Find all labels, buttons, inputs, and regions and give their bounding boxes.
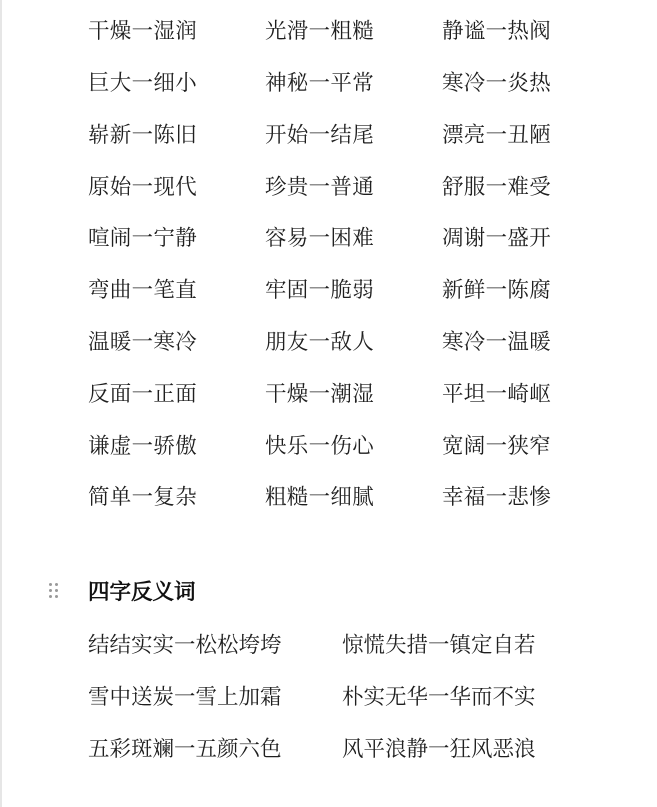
antonym-pair: 干燥一湿润 — [88, 19, 198, 45]
antonym-pair: 反面一正面 — [88, 381, 198, 407]
antonym-pair: 幸福一悲惨 — [442, 485, 552, 511]
antonym-row — [88, 620, 608, 672]
antonym-pair: 漂亮一丑陋 — [442, 122, 552, 148]
antonym-pair: 容易一困难 — [265, 226, 375, 252]
antonym-row — [88, 6, 628, 58]
antonym-row — [88, 369, 628, 421]
antonym-pair: 温暖一寒冷 — [88, 329, 198, 355]
page-left-border — [0, 0, 2, 807]
antonym-pair: 珍贵一普通 — [265, 174, 375, 200]
antonym-pair: 神秘一平常 — [265, 70, 375, 96]
antonym-pair: 光滑一粗糙 — [265, 19, 375, 45]
antonym-pair: 舒服一难受 — [442, 174, 552, 200]
antonym-row — [88, 724, 608, 776]
section-heading: 四字反义词 — [88, 580, 196, 605]
antonym-pair: 风平浪静一狂风恶浪 — [342, 736, 536, 762]
antonym-pair: 崭新一陈旧 — [88, 122, 198, 148]
antonym-pair: 朴实无华一华而不实 — [342, 684, 536, 710]
antonym-pair: 简单一复杂 — [88, 485, 198, 511]
antonym-pair: 开始一结尾 — [265, 122, 375, 148]
antonym-pair: 谦虚一骄傲 — [88, 433, 198, 459]
antonym-pair: 巨大一细小 — [88, 70, 198, 96]
drag-handle-icon[interactable] — [49, 583, 61, 601]
antonym-pair: 快乐一伤心 — [265, 433, 375, 459]
antonym-pair: 宽阔一狭窄 — [442, 433, 552, 459]
antonym-pair: 五彩斑斓一五颜六色 — [88, 736, 282, 762]
antonym-pair: 凋谢一盛开 — [442, 226, 552, 252]
antonym-row — [88, 472, 628, 524]
antonym-pair: 寒冷一温暖 — [442, 329, 552, 355]
antonym-pair: 弯曲一笔直 — [88, 278, 198, 304]
antonym-pair: 惊慌失措一镇定自若 — [342, 633, 536, 659]
two-char-antonym-list — [88, 6, 628, 524]
antonym-pair: 平坦一崎岖 — [442, 381, 552, 407]
antonym-pair: 静谧一热阀 — [442, 19, 552, 45]
antonym-pair: 新鲜一陈腐 — [442, 278, 552, 304]
antonym-pair: 干燥一潮湿 — [265, 381, 375, 407]
antonym-row — [88, 161, 628, 213]
four-char-antonym-list — [88, 620, 608, 775]
antonym-row — [88, 317, 628, 369]
antonym-pair: 朋友一敌人 — [265, 329, 375, 355]
antonym-pair: 粗糙一细腻 — [265, 485, 375, 511]
antonym-row — [88, 213, 628, 265]
antonym-row — [88, 58, 628, 110]
antonym-pair: 喧闹一宁静 — [88, 226, 198, 252]
antonym-pair: 原始一现代 — [88, 174, 198, 200]
antonym-row — [88, 265, 628, 317]
antonym-pair: 牢固一脆弱 — [265, 278, 375, 304]
antonym-row — [88, 672, 608, 724]
antonym-pair: 结结实实一松松垮垮 — [88, 633, 282, 659]
antonym-pair: 雪中送炭一雪上加霜 — [88, 684, 282, 710]
antonym-row — [88, 110, 628, 162]
antonym-pair: 寒冷一炎热 — [442, 70, 552, 96]
antonym-row — [88, 420, 628, 472]
